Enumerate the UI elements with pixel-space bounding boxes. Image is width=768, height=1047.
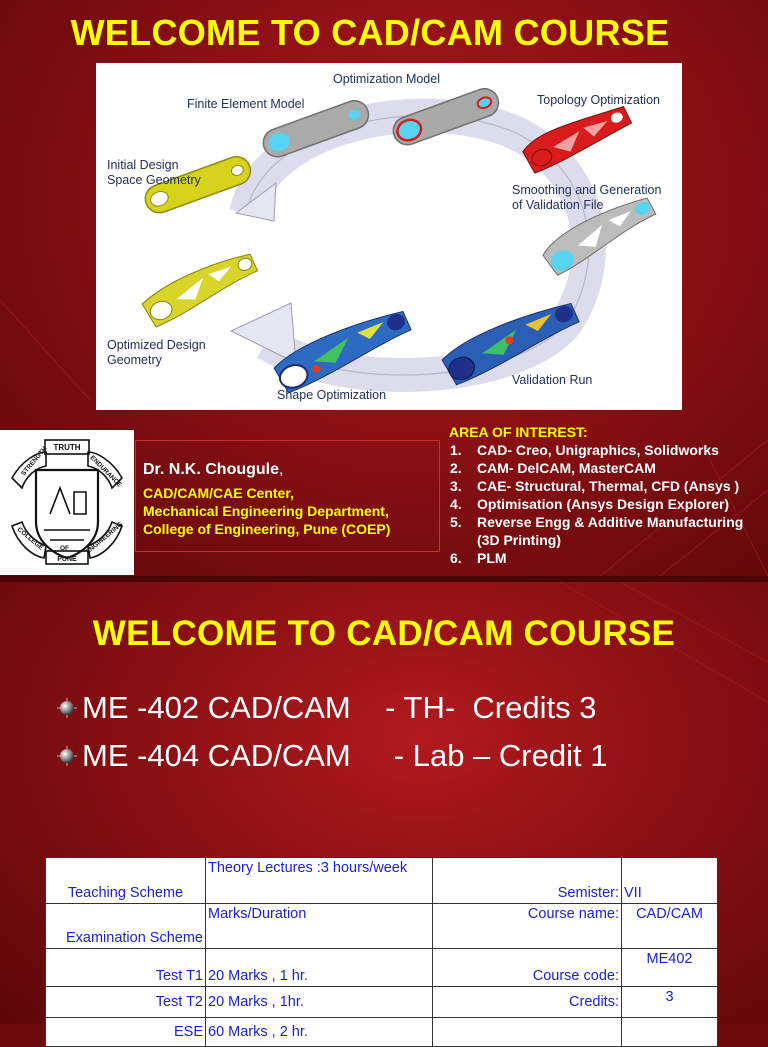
slide-1-title: WELCOME TO CAD/CAM COURSE [70, 12, 670, 53]
bullet-sphere-icon [56, 697, 78, 719]
label-topology-optimization: Topology Optimization [537, 93, 660, 107]
logo-text-college: COLLEGE [15, 526, 45, 552]
table-cell: 60 Marks , 2 hr. [206, 1018, 433, 1047]
table-row [46, 904, 718, 949]
label-shape-optimization: Shape Optimization [277, 388, 387, 402]
table-cell: Credits: [433, 987, 622, 1018]
author-affiliation-center: CAD/CAM/CAE Center, [143, 485, 294, 501]
interest-item: 2. CAM- DelCAM, MasterCAM [450, 460, 656, 476]
table-cell: Course code: [433, 949, 622, 987]
course-bullet-lab [56, 738, 607, 774]
slide-2-title: WELCOME TO CAD/CAM COURSE [92, 614, 676, 653]
table-cell: 20 Marks , 1 hr. [206, 949, 433, 987]
logo-text-engineering: ENGINEERING [84, 520, 125, 556]
table-row [46, 858, 718, 904]
table-cell: Examination Scheme [46, 904, 206, 949]
coep-logo [0, 430, 134, 575]
table-row [46, 949, 718, 987]
interest-item: 6. PLM [450, 550, 507, 566]
author-name: Dr. N.K. Chougule, [143, 461, 284, 478]
logo-text-of: OF [60, 545, 70, 552]
table-row [46, 1018, 718, 1047]
interest-item: 1. CAD- Creo, Unigraphics, Solidworks [450, 442, 719, 458]
label-initial-design: Initial Design Space Geometry [107, 158, 201, 187]
course-bullet-text: ME -402 CAD/CAM - TH- Credits 3 [82, 690, 597, 725]
areas-of-interest [449, 423, 765, 567]
table-row [46, 987, 718, 1018]
table-cell: Semister: [433, 858, 622, 904]
table-cell: 20 Marks , 1hr. [206, 987, 433, 1018]
author-affiliation-department: Mechanical Engineering Department, [143, 503, 389, 519]
bullet-sphere-icon [56, 745, 78, 767]
table-cell: Test T2 [46, 987, 206, 1018]
table-cell [622, 1018, 718, 1047]
table-cell: ME402 [622, 949, 718, 987]
slide-2 [0, 582, 768, 1040]
areas-of-interest-title: AREA OF INTEREST: [449, 424, 588, 440]
table-cell [433, 1018, 622, 1047]
optimized-design-part [137, 252, 264, 329]
interest-item: 4. Optimisation (Ansys Design Explorer) [450, 496, 730, 512]
label-finite-element-model: Finite Element Model [187, 97, 305, 111]
logo-text-pune: PUNE [57, 556, 77, 563]
course-bullet-theory [56, 690, 596, 726]
label-smoothing: Smoothing and Generation of Validation File [512, 183, 662, 212]
table-cell: Theory Lectures :3 hours/week [206, 858, 433, 904]
table-cell: ESE [46, 1018, 206, 1047]
label-validation-run: Validation Run [512, 373, 593, 387]
label-optimization-model: Optimization Model [333, 72, 440, 86]
table-cell: CAD/CAM [622, 904, 718, 949]
table-cell: Marks/Duration [206, 904, 433, 949]
course-bullet-text: ME -404 CAD/CAM - Lab – Credit 1 [82, 738, 608, 773]
interest-item: 3. CAE- Structural, Thermal, CFD (Ansys ) [450, 478, 740, 494]
teaching-scheme-table [45, 857, 718, 1047]
label-optimized-design: Optimized Design Geometry [107, 338, 206, 367]
table-cell: Teaching Scheme [46, 858, 206, 904]
logo-text-truth: TRUTH [53, 443, 81, 452]
table-cell: Test T1 [46, 949, 206, 987]
logo-text-endurance: ENDURANCE [88, 454, 123, 489]
author-box [135, 440, 440, 552]
table-cell: 3 [622, 987, 718, 1018]
interest-item: 5. Reverse Engg & Additive Manufacturing (3D Printing) [450, 514, 744, 548]
optimization-cycle-figure [96, 63, 682, 410]
table-cell: Course name: [433, 904, 622, 949]
table-cell: VII [622, 858, 718, 904]
author-affiliation-college: College of Engineering, Pune (COEP) [143, 521, 391, 537]
logo-text-strength: STRENGTH [20, 445, 49, 478]
